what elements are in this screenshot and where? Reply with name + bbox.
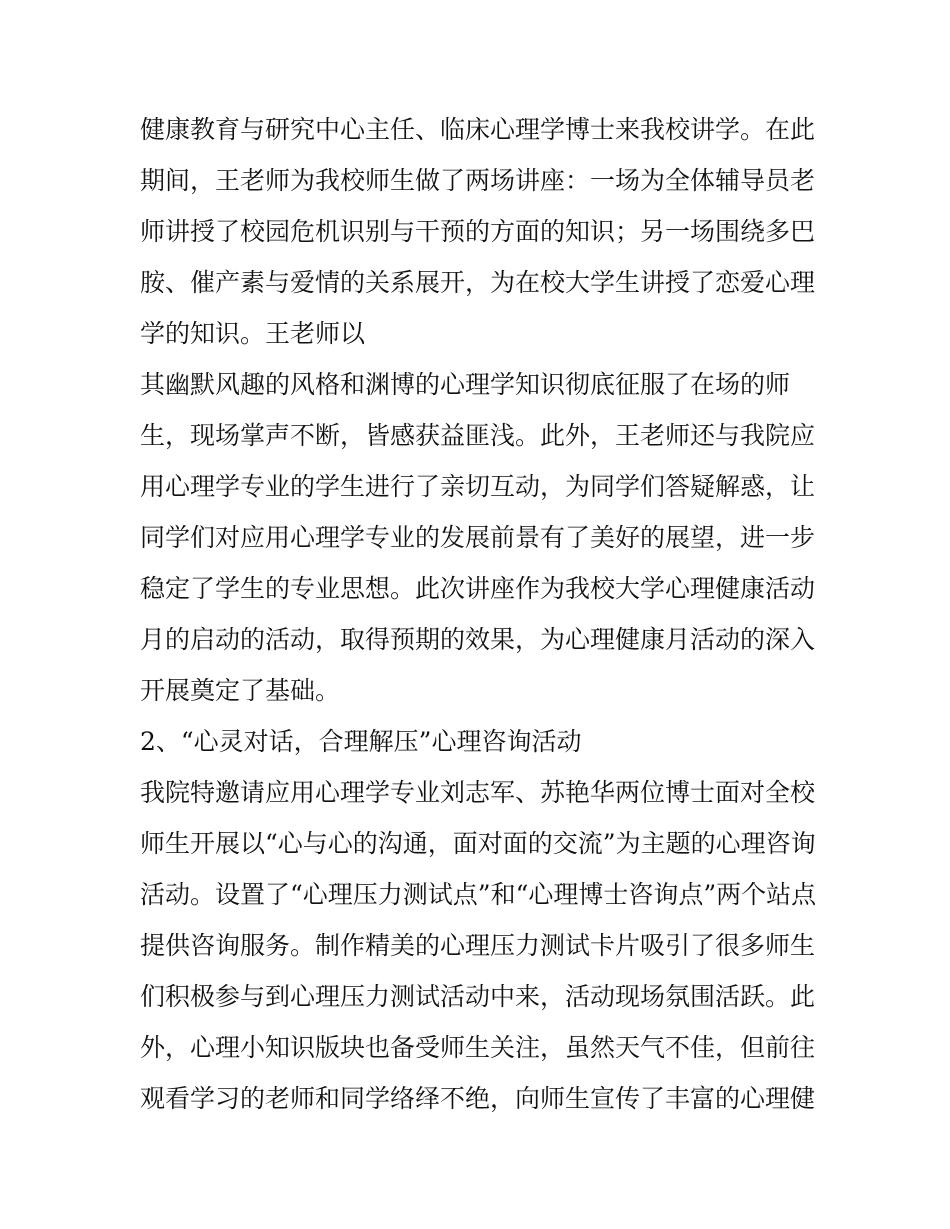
text-line: 月的启动的活动，取得预期的效果，为心理健康月活动的深入 (140, 625, 816, 654)
text-line: 健康教育与研究中心主任、临床心理学博士来我校讲学。在此 (140, 115, 816, 144)
text-line: 开展奠定了基础。 (140, 676, 341, 705)
text-line: 用心理学专业的学生进行了亲切互动，为同学们答疑解惑，让 (140, 472, 816, 501)
text-line: 学的知识。王老师以 (140, 319, 366, 348)
text-line: 观看学习的老师和同学络绎不绝，向师生宣传了丰富的心理健 (140, 1084, 816, 1113)
document-body (140, 104, 820, 1124)
text-line: 我院特邀请应用心理学专业刘志军、苏艳华两位博士面对全校 (140, 778, 816, 807)
text-line: 活动。设置了“心理压力测试点”和“心理博士咨询点”两个站点 (140, 880, 817, 909)
text-line: 师讲授了校园危机识别与干预的方面的知识；另一场围绕多巴 (140, 217, 816, 246)
text-line: 们积极参与到心理压力测试活动中来，活动现场氛围活跃。此 (140, 982, 816, 1011)
text-line: 稳定了学生的专业思想。此次讲座作为我校大学心理健康活动 (140, 574, 816, 603)
text-line: 生，现场掌声不断，皆感获益匪浅。此外，王老师还与我院应 (140, 421, 816, 450)
text-line: 其幽默风趣的风格和渊博的心理学知识彻底征服了在场的师 (140, 370, 791, 399)
text-line: 外，心理小知识版块也备受师生关注，虽然天气不佳，但前往 (140, 1033, 816, 1062)
text-line: 同学们对应用心理学专业的发展前景有了美好的展望，进一步 (140, 523, 816, 552)
text-line: 期间，王老师为我校师生做了两场讲座：一场为全体辅导员老 (140, 166, 816, 195)
section-heading: 2、“心灵对话，合理解压”心理咨询活动 (140, 727, 582, 756)
text-line: 师生开展以“心与心的沟通，面对面的交流”为主题的心理咨询 (140, 829, 816, 858)
text-line: 胺、催产素与爱情的关系展开，为在校大学生讲授了恋爱心理 (140, 268, 816, 297)
text-line: 提供咨询服务。制作精美的心理压力测试卡片吸引了很多师生 (140, 931, 816, 960)
